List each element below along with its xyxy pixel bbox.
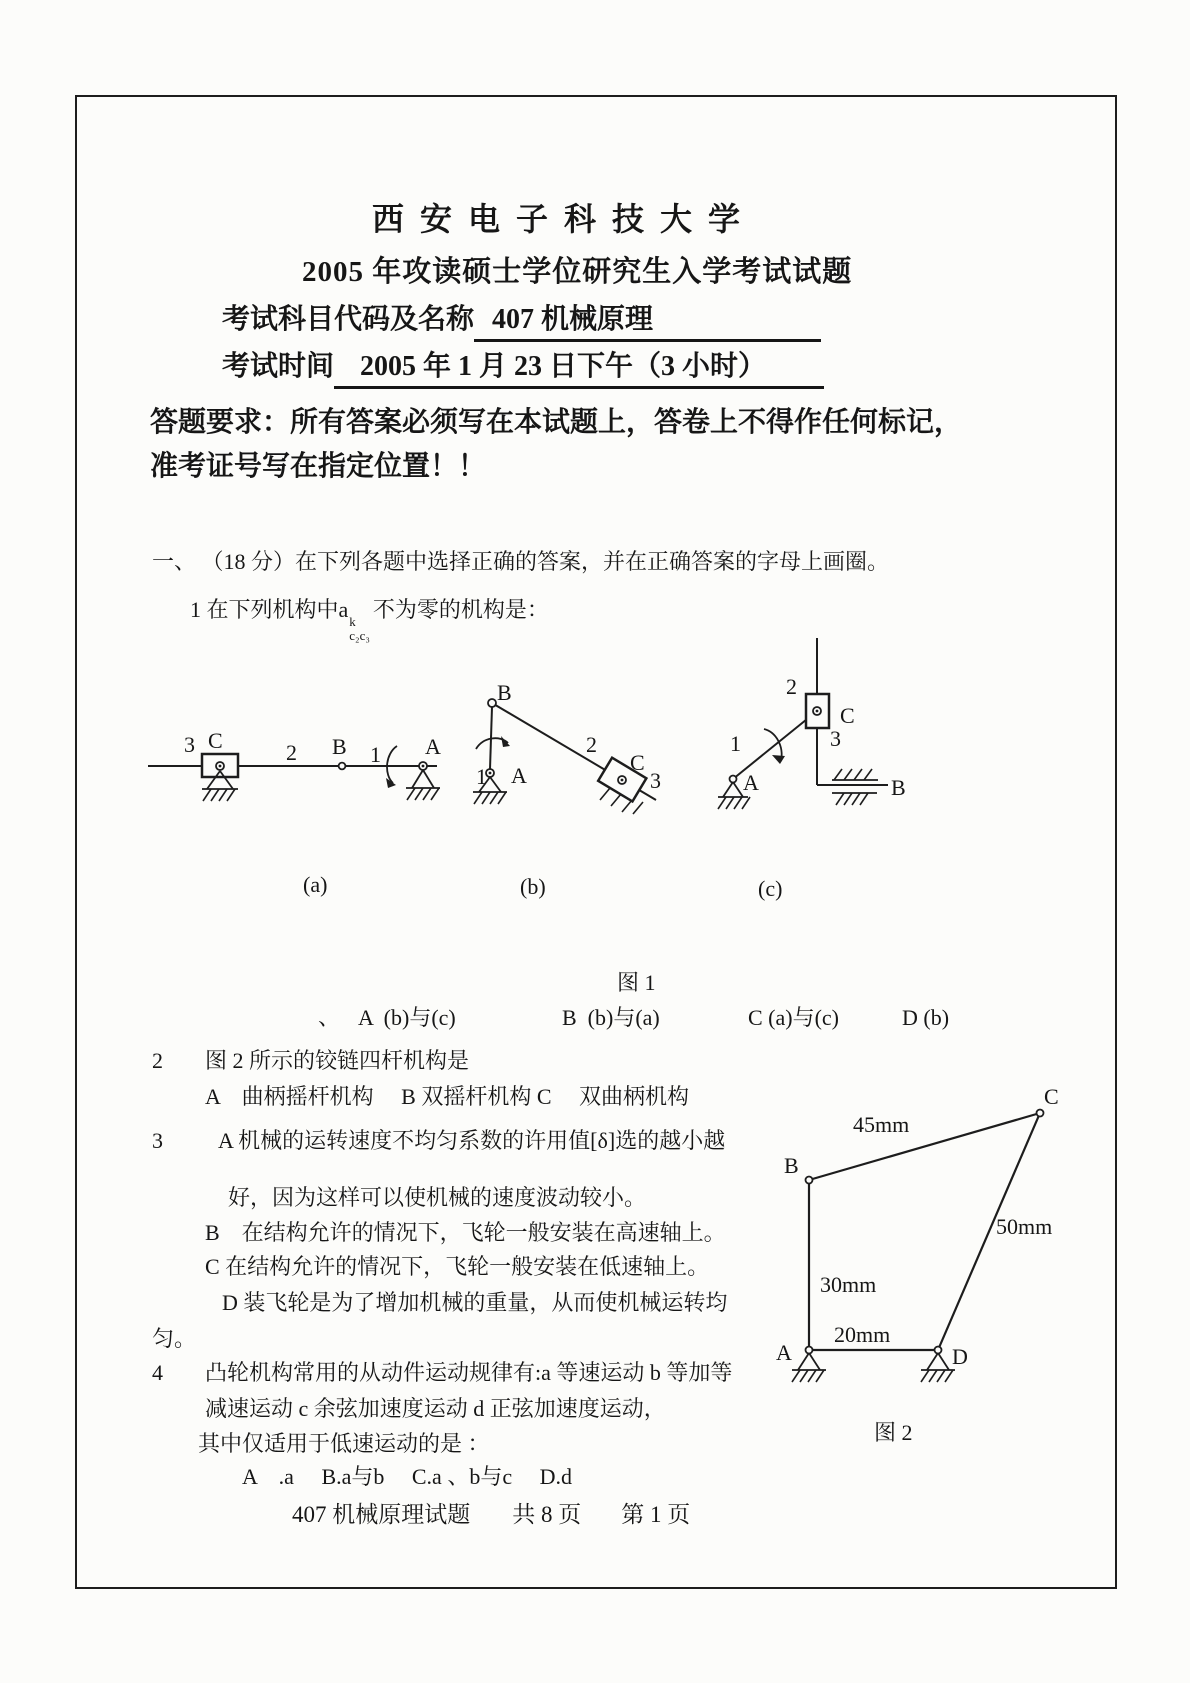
link-3-label: 3 [650, 768, 661, 793]
university-title: 西 安 电 子 科 技 大 学 [372, 201, 745, 237]
subject-label: 考试科目代码及名称 [222, 304, 475, 335]
joint-D-label: D [952, 1344, 968, 1369]
mechanism-c [718, 638, 906, 809]
link-3-label: 3 [184, 732, 195, 757]
q1-superscript: k [349, 614, 356, 629]
q1-subscript: c₂c₃ [349, 627, 370, 643]
page-footer [292, 1502, 690, 1528]
joint-C-label: C [840, 703, 855, 728]
joint-A-label: A [511, 763, 527, 788]
dim-ab-30mm: 30mm [820, 1272, 877, 1297]
figure1-mechanism-diagrams [140, 627, 920, 818]
figure1-caption: 图 1 [617, 970, 656, 995]
joint-B-label: B [332, 734, 347, 759]
q1-option-c: C (a)与(c) [748, 1005, 840, 1030]
q3-option-b: B 在结构允许的情况下，飞轮一般安装在高速轴上。 [205, 1220, 726, 1245]
q1-option-a: A (b)与(c) [358, 1005, 456, 1030]
dim-ad-20mm: 20mm [834, 1322, 891, 1347]
link-1-label: 1 [476, 764, 487, 789]
q1-option-b: B (b)与(a) [562, 1005, 660, 1030]
link-1-label: 1 [370, 742, 381, 767]
question-4-options: A .a B.a与b C.a 、b与c D.d [242, 1464, 572, 1489]
figure2-caption: 图 2 [874, 1420, 913, 1445]
joint-B-label: B [784, 1153, 799, 1178]
mechanism-b [473, 680, 661, 814]
ground-pivot-D [921, 1353, 955, 1382]
panel-b-label: (b) [520, 874, 546, 899]
notice-line-1: 答题要求：所有答案必须写在本试题上，答卷上不得作任何标记， [150, 407, 963, 438]
link-2-label: 2 [286, 740, 297, 765]
q1-stem-prefix: 在下列机构中a [206, 597, 349, 622]
ground-pivot-A [792, 1353, 826, 1382]
joint-A-label: A [743, 770, 759, 795]
question-4-line2: 减速运动 c 余弦加速度运动 d 正弦加速度运动， [205, 1396, 666, 1421]
link-1-label: 1 [730, 731, 741, 756]
question-3-number: 3 [152, 1128, 163, 1153]
footer-total-pages: 共 8 页 [512, 1502, 582, 1527]
question-4-line1: 凸轮机构常用的从动件运动规律有:a 等速运动 b 等加等 [205, 1360, 733, 1385]
q1-stem-suffix: 不为零的机构是： [372, 597, 549, 622]
panel-a-label: (a) [303, 872, 328, 897]
link-3-label: 3 [830, 726, 841, 751]
joint-B-label: B [497, 680, 512, 705]
dim-cd-50mm: 50mm [996, 1214, 1053, 1239]
q1-option-mark: 、 [318, 1005, 341, 1030]
joint-C-label: C [630, 750, 645, 775]
joint-B-label: B [891, 775, 906, 800]
joint-C-label: C [1044, 1084, 1059, 1109]
q3-option-a-line1: A 机械的运转速度不均匀系数的许用值[δ]选的越小越 [218, 1128, 726, 1153]
question-2-stem: 图 2 所示的铰链四杆机构是 [205, 1048, 470, 1073]
panel-c-label: (c) [758, 876, 783, 901]
q3-option-c: C 在结构允许的情况下，飞轮一般安装在低速轴上。 [205, 1254, 710, 1279]
question-1-number: 1 [190, 597, 201, 622]
subject-value-underlined: 407 机械原理 [474, 304, 821, 342]
q1-option-d: D (b) [902, 1005, 950, 1030]
question-2-options: A 曲柄摇杆机构 B 双摇杆机构 C 双曲柄机构 [205, 1084, 690, 1109]
notice-line-2: 准考证号写在指定位置！！ [150, 451, 487, 482]
section-1-heading: 一、 （18 分）在下列各题中选择正确的答案，并在正确答案的字母上画圈。 [152, 549, 890, 574]
time-line [222, 351, 824, 389]
q3-option-d-line1: D 装飞轮是为了增加机械的重量，从而使机械运转均 [222, 1290, 728, 1315]
question-4-number: 4 [152, 1360, 163, 1385]
mechanism-a [148, 728, 441, 801]
time-label: 考试时间 [222, 351, 335, 382]
link-2-label: 2 [786, 674, 797, 699]
dim-bc-45mm: 45mm [853, 1112, 910, 1137]
joint-A-label: A [776, 1340, 792, 1365]
subject-line [222, 304, 821, 342]
q3-option-d-line2: 匀。 [152, 1326, 197, 1351]
question-2-number: 2 [152, 1048, 163, 1073]
link-2-label: 2 [586, 732, 597, 757]
joint-C-label: C [208, 728, 223, 753]
q3-option-a-line2: 好，因为这样可以使机械的速度波动较小。 [228, 1185, 647, 1210]
exam-title: 2005 年攻读硕士学位研究生入学考试试题 [302, 256, 853, 288]
footer-title: 407 机械原理试题 [292, 1502, 471, 1527]
figure2-four-bar-linkage [750, 1020, 1090, 1388]
question-4-line3: 其中仅适用于低速运动的是 ： [198, 1431, 490, 1456]
footer-current-page: 第 1 页 [621, 1502, 691, 1527]
joint-A-label: A [425, 734, 441, 759]
time-value-underlined: 2005 年 1 月 23 日下午（3 小时） [334, 351, 824, 389]
